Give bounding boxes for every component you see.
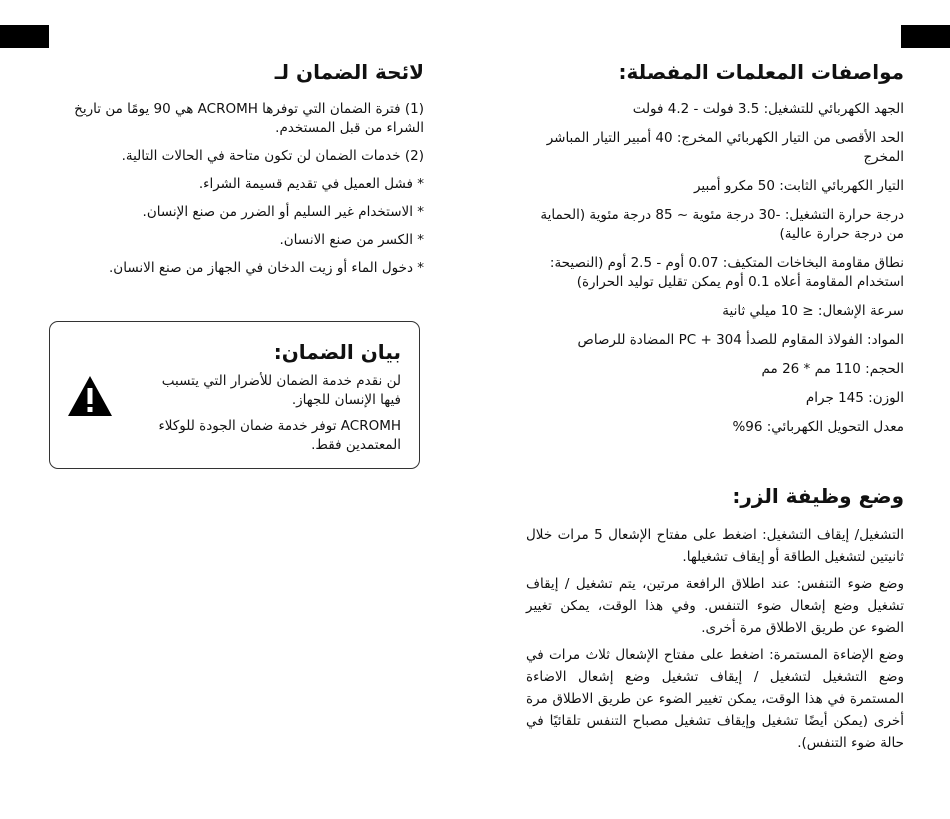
spec-item: الوزن: 145 جرام <box>805 390 904 406</box>
spec-item: معدل التحويل الكهربائي: 96% <box>732 419 904 435</box>
specs-list <box>526 100 904 437</box>
warranty-title: لائحة الضمان لـ <box>274 60 424 84</box>
warranty-item: * فشل العميل في تقديم قسيمة الشراء. <box>198 176 424 192</box>
button-modes-list <box>526 524 904 754</box>
warranty-list <box>48 100 424 278</box>
warranty-item: (1) فترة الضمان التي توفرها ACROMH هي 90 يومًا من تاريخ الشراء من قبل المستخدم. <box>74 101 424 136</box>
warranty-section <box>48 58 424 287</box>
button-modes-section <box>526 482 904 759</box>
notice-item: ACROMH توفر خدمة ضمان الجودة للوكلاء المعتمدين فقط. <box>158 418 401 453</box>
warranty-notice-box <box>49 321 420 469</box>
notice-item: لن نقدم خدمة الضمان للأضرار التي يتسبب فيها الإنسان للجهاز. <box>161 373 401 408</box>
page-marker-left <box>0 25 49 48</box>
warranty-item: * الكسر من صنع الانسان. <box>279 232 424 248</box>
spec-item: التيار الكهربائي الثابت: 50 مكرو أمبير <box>693 178 904 194</box>
notice-title: بيان الضمان: <box>273 340 401 364</box>
warranty-item: * دخول الماء أو زيت الدخان في الجهاز من صنع الانسان. <box>109 260 424 276</box>
button-mode-item: وضع ضوء التنفس: عند اطلاق الرافعة مرتين، يتم تشغيل / إيقاف تشغيل وضع إشعال ضوء التنفس. وفي هذا الوقت، يمكن تغيير الضوء عن طريق الاطلاق مرة أخرى. <box>526 576 904 636</box>
page-marker-right <box>901 25 950 48</box>
warranty-item: * الاستخدام غير السليم أو الضرر من صنع الإنسان. <box>142 204 424 220</box>
specs-section <box>526 58 904 447</box>
specs-title: مواصفات المعلمات المفصلة: <box>618 60 904 84</box>
spec-item: الحد الأقصى من التيار الكهربائي المخرج: 40 أمبير التيار المباشر المخرج <box>546 130 904 165</box>
spec-item: نطاق مقاومة البخاخات المتكيف: 0.07 أوم - 2.5 أوم (النصيحة: استخدام المقاومة أعلاه 0.1 أوم يمكن تقليل توليد الحرارة) <box>549 255 904 290</box>
spec-item: الحجم: 110 مم * 26 مم <box>761 361 904 377</box>
spec-item: درجة حرارة التشغيل: -30 درجة مئوية ~ 85 درجة مئوية (الحماية من درجة حرارة عالية) <box>540 207 904 242</box>
warning-icon <box>66 374 114 418</box>
button-mode-item: وضع الإضاءة المستمرة: اضغط على مفتاح الإشعال ثلاث مرات في وضع التشغيل لتشغيل / إيقاف تشغيل وضع إشعال الاضاءة المستمرة في هذا الوقت، يمكن تغيير الضوء عن طريق الاطلاق مرة أخرى (يمكن أيضًا تشغيل وإيقاف تشغيل مصباح التنفس تلقائيًا في حالة ضوء التنفس). <box>526 647 904 751</box>
spec-item: المواد: الفولاذ المقاوم للصدأ 304 + PC المضادة للرصاص <box>577 332 904 348</box>
button-modes-title: وضع وظيفة الزر: <box>732 484 904 508</box>
spec-item: سرعة الإشعال: ≤ 10 ميلي ثانية <box>722 303 904 319</box>
notice-body <box>139 372 401 462</box>
warranty-item: (2) خدمات الضمان لن تكون متاحة في الحالات التالية. <box>121 148 424 164</box>
button-mode-item: التشغيل/ إيقاف التشغيل: اضغط على مفتاح الإشعال 5 مرات خلال ثانيتين لتشغيل الطاقة أو إيقاف تشغيلها. <box>526 527 905 565</box>
spec-item: الجهد الكهربائي للتشغيل: 3.5 فولت - 4.2 فولت <box>632 101 904 117</box>
